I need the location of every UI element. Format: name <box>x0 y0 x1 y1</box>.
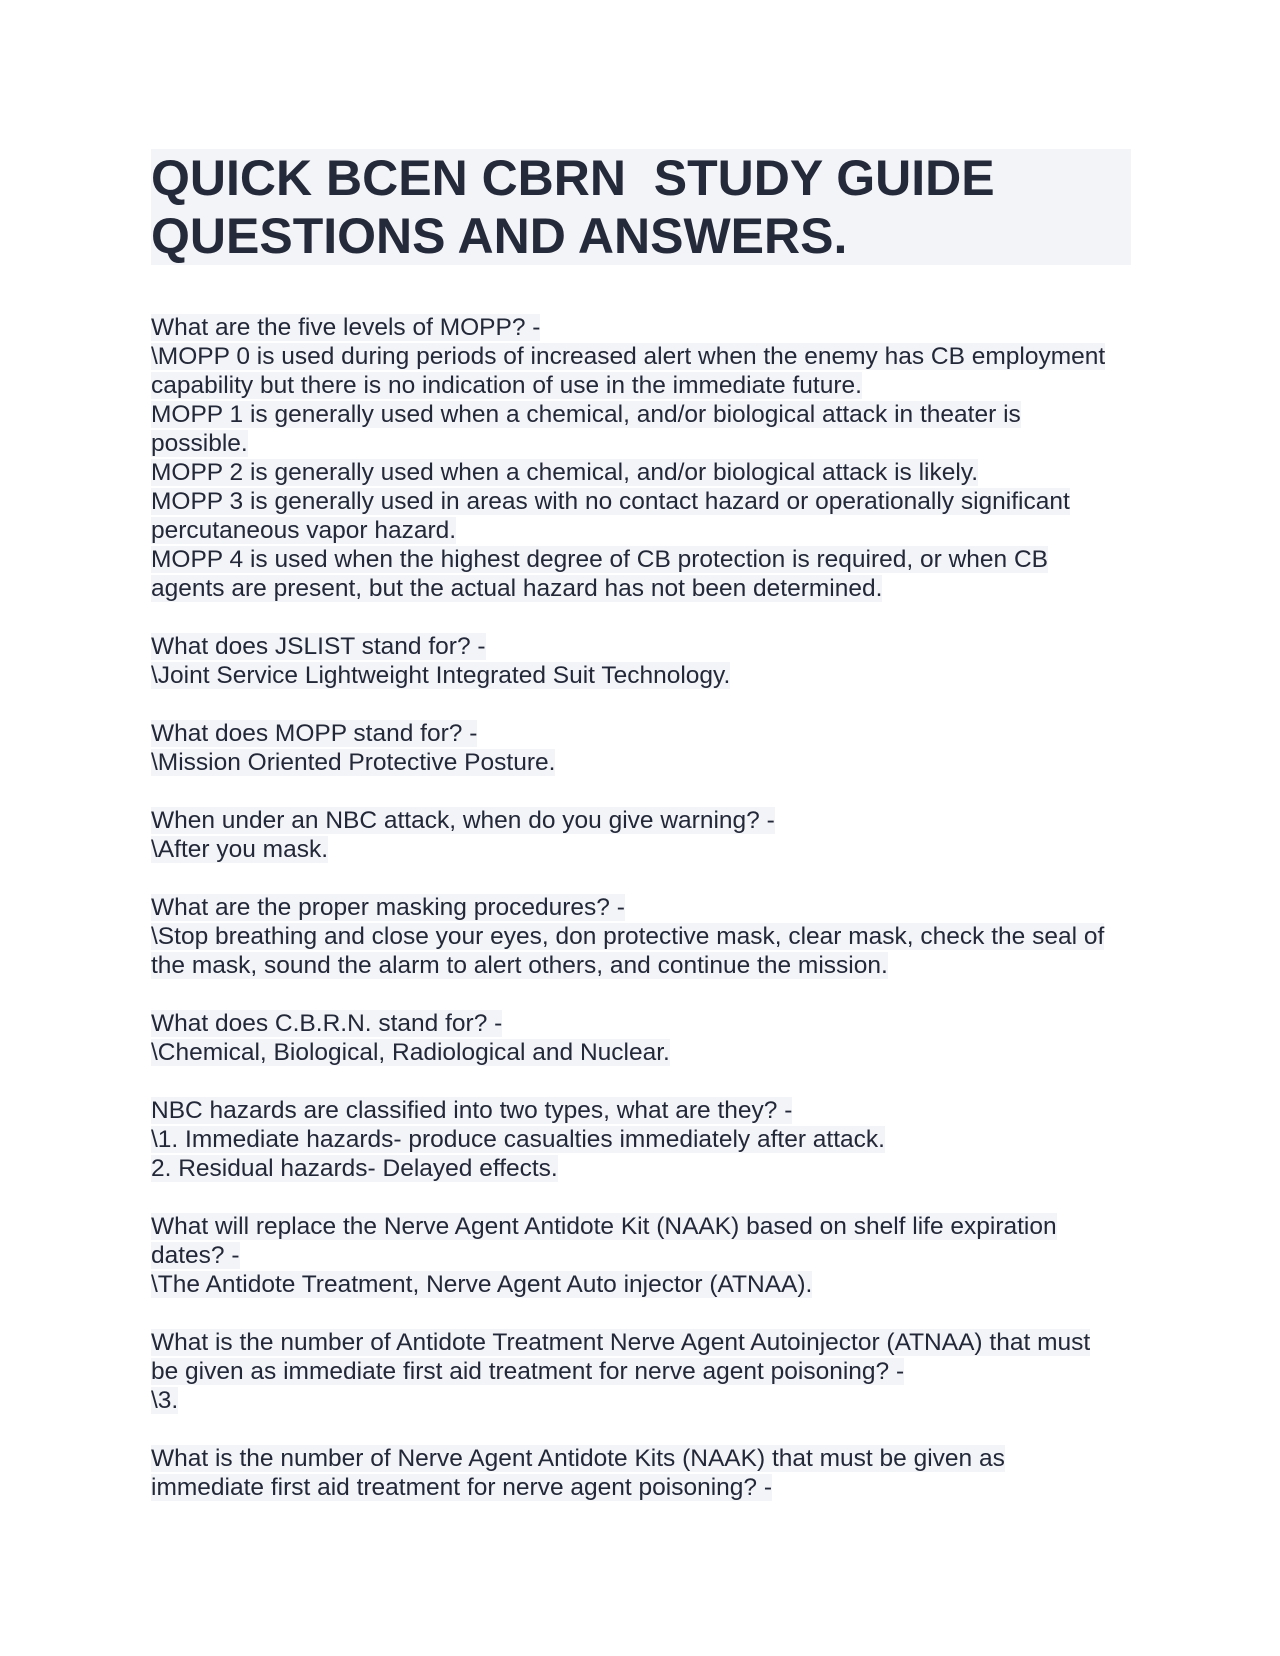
text-line-content: \MOPP 0 is used during periods of increased alert when the enemy has CB employment <box>151 343 1106 370</box>
text-line-content: capability but there is no indication of use in the immediate future. <box>151 372 862 399</box>
text-line <box>151 922 1131 951</box>
text-line-content: What does JSLIST stand for? - <box>151 633 486 660</box>
text-line-content: What is the number of Nerve Agent Antidote Kits (NAAK) that must be given as <box>151 1445 1005 1472</box>
text-line-content: percutaneous vapor hazard. <box>151 517 457 544</box>
qa-item <box>151 893 1131 980</box>
text-line-content: When under an NBC attack, when do you give warning? - <box>151 807 775 834</box>
text-line-content: \After you mask. <box>151 836 329 863</box>
text-line <box>151 1154 1131 1183</box>
text-line-content: 2. Residual hazards- Delayed effects. <box>151 1155 558 1182</box>
qa-item <box>151 806 1131 864</box>
text-line-content: MOPP 1 is generally used when a chemical, and/or biological attack in theater is <box>151 401 1021 428</box>
document-title <box>151 149 1131 265</box>
title-line: QUICK BCEN CBRN STUDY GUIDE <box>151 149 1131 207</box>
text-line-content: What does MOPP stand for? - <box>151 720 478 747</box>
text-line-content: agents are present, but the actual hazard has not been determined. <box>151 575 883 602</box>
title-line: QUESTIONS AND ANSWERS. <box>151 207 1131 265</box>
text-line <box>151 661 1131 690</box>
text-line-content: possible. <box>151 430 248 457</box>
text-line-content: \Chemical, Biological, Radiological and Nuclear. <box>151 1039 670 1066</box>
text-line <box>151 1096 1131 1125</box>
text-line <box>151 429 1131 458</box>
qa-item <box>151 1328 1131 1415</box>
qa-list <box>151 313 1131 1502</box>
qa-item <box>151 1444 1131 1502</box>
text-line <box>151 1125 1131 1154</box>
text-line <box>151 951 1131 980</box>
text-line-content: What is the number of Antidote Treatment Nerve Agent Autoinjector (ATNAA) that must <box>151 1329 1091 1356</box>
text-line <box>151 1038 1131 1067</box>
text-line <box>151 1328 1131 1357</box>
text-line-content: MOPP 4 is used when the highest degree of CB protection is required, or when CB <box>151 546 1049 573</box>
text-line <box>151 1009 1131 1038</box>
text-line-content: What are the proper masking procedures? - <box>151 894 625 921</box>
text-line-content: MOPP 2 is generally used when a chemical, and/or biological attack is likely. <box>151 459 979 486</box>
text-line-content: \Mission Oriented Protective Posture. <box>151 749 556 776</box>
qa-item <box>151 1212 1131 1299</box>
text-line <box>151 313 1131 342</box>
text-line <box>151 1357 1131 1386</box>
text-line-content: be given as immediate first aid treatment for nerve agent poisoning? - <box>151 1358 905 1385</box>
text-line <box>151 574 1131 603</box>
text-line <box>151 545 1131 574</box>
text-line <box>151 1386 1131 1415</box>
text-line-content: \Joint Service Lightweight Integrated Suit Technology. <box>151 662 731 689</box>
text-line <box>151 806 1131 835</box>
text-line <box>151 719 1131 748</box>
text-line <box>151 632 1131 661</box>
text-line <box>151 1270 1131 1299</box>
text-line <box>151 458 1131 487</box>
text-line <box>151 516 1131 545</box>
text-line <box>151 1473 1131 1502</box>
text-line <box>151 342 1131 371</box>
qa-item <box>151 313 1131 603</box>
qa-item <box>151 1009 1131 1067</box>
text-line <box>151 835 1131 864</box>
text-line-content: What does C.B.R.N. stand for? - <box>151 1010 503 1037</box>
text-line-content: dates? - <box>151 1242 240 1269</box>
text-line <box>151 400 1131 429</box>
text-line-content: \The Antidote Treatment, Nerve Agent Auto injector (ATNAA). <box>151 1271 813 1298</box>
qa-item <box>151 632 1131 690</box>
qa-item <box>151 1096 1131 1183</box>
text-line-content: immediate first aid treatment for nerve agent poisoning? - <box>151 1474 772 1501</box>
text-line <box>151 893 1131 922</box>
text-line-content: \1. Immediate hazards- produce casualties immediately after attack. <box>151 1126 885 1153</box>
text-line <box>151 487 1131 516</box>
text-line <box>151 1212 1131 1241</box>
text-line-content: MOPP 3 is generally used in areas with no contact hazard or operationally significant <box>151 488 1070 515</box>
qa-item <box>151 719 1131 777</box>
text-line-content: What are the five levels of MOPP? - <box>151 314 541 341</box>
document-page <box>151 149 1131 1531</box>
text-line-content: \3. <box>151 1387 179 1414</box>
text-line-content: What will replace the Nerve Agent Antidote Kit (NAAK) based on shelf life expiration <box>151 1213 1057 1240</box>
text-line <box>151 748 1131 777</box>
text-line-content: the mask, sound the alarm to alert others, and continue the mission. <box>151 952 888 979</box>
text-line <box>151 1241 1131 1270</box>
text-line <box>151 371 1131 400</box>
text-line-content: NBC hazards are classified into two types, what are they? - <box>151 1097 793 1124</box>
text-line-content: \Stop breathing and close your eyes, don protective mask, clear mask, check the seal of <box>151 923 1105 950</box>
text-line <box>151 1444 1131 1473</box>
